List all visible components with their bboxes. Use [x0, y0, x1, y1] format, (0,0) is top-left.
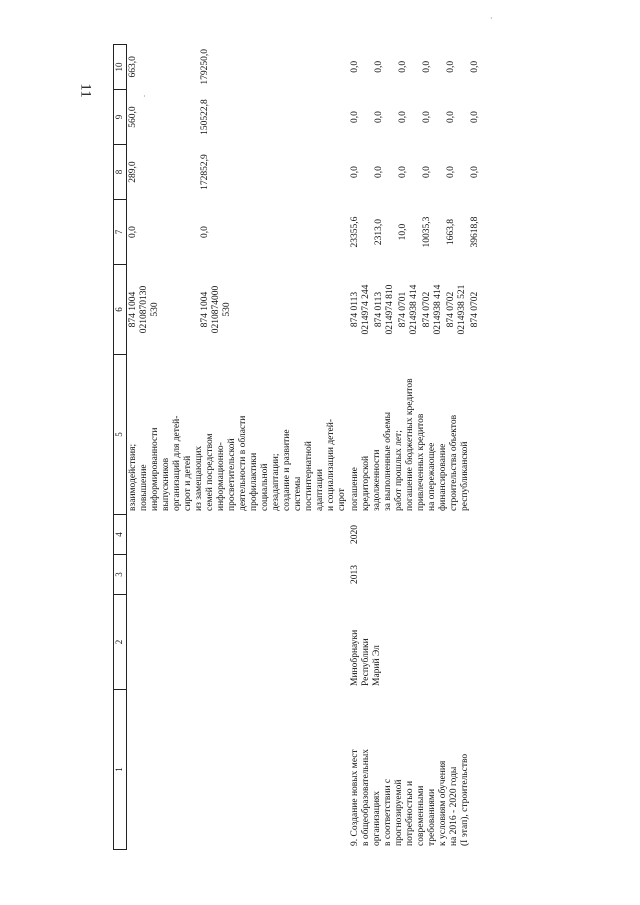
- value-col-7: 23355,6: [350, 216, 360, 248]
- value-col-8: 0,0: [446, 166, 456, 178]
- item-9-start-year: 2013: [350, 565, 360, 584]
- item-9-row: [349, 45, 373, 850]
- item-9-end-year: 2020: [350, 525, 360, 544]
- header-col-7: 7: [114, 200, 127, 265]
- header-col-8: 8: [114, 145, 127, 200]
- header-col-3: 3: [114, 555, 127, 595]
- header-col-1: 1: [114, 690, 127, 850]
- item-9-title: 9. Создание новых мест в общеобразовательных организациях в соответствии с прогнозируемой потребностью и современными требованиями к условиям обучения на 2016 - 2020 годы (I этап), строительство: [350, 749, 470, 846]
- header-col-10: 10: [114, 45, 127, 90]
- continuation-row: [127, 45, 200, 850]
- value-col-7: 2313,0: [374, 218, 384, 246]
- item-9-description: погашение кредиторской задолженности за выполненные объемы работ прошлых лет; погашение бюджетных кредитов привлеченных кредитов на опережающее финансирование строительства объектов республиканской: [350, 378, 470, 511]
- budget-code: 874 0701 0214938 414: [398, 284, 419, 335]
- value-col-10: 0,0: [374, 60, 384, 73]
- budget-code: 874 0702 0214938 414: [422, 284, 443, 335]
- value-col-9: 0,0: [374, 111, 384, 123]
- value-col-9: 0,0: [470, 111, 480, 123]
- value-col-10: 0,0: [422, 60, 432, 73]
- budget-code: 874 1004 0210870130 530: [128, 285, 160, 334]
- value-col-9: 0,0: [446, 111, 456, 123]
- header-col-2: 2: [114, 595, 127, 690]
- value-col-8: 0,0: [422, 166, 432, 178]
- value-col-10: 179250,0: [200, 48, 210, 85]
- item-9-executor: Минобрнауки Республики Марий Эл: [350, 629, 382, 686]
- value-col-7: 10035,3: [422, 216, 432, 248]
- scan-speck: ·: [490, 14, 493, 23]
- value-col-7: 0,0: [128, 226, 138, 238]
- value-col-10: 0,0: [398, 60, 408, 73]
- budget-code: 874 0702 0214938 521: [446, 284, 467, 335]
- budget-code: 874 0702: [470, 291, 480, 328]
- value-col-8: 289,0: [128, 161, 138, 183]
- value-col-7: 10,0: [398, 223, 408, 241]
- value-col-7: 1663,8: [446, 218, 456, 246]
- value-col-8: 0,0: [374, 166, 384, 178]
- header-col-4: 4: [114, 515, 127, 555]
- value-col-9: 560,0: [128, 106, 138, 128]
- value-col-7: 39618,8: [470, 216, 480, 248]
- program-table: [113, 44, 482, 850]
- budget-code: 874 0113 0214974 244: [350, 284, 371, 335]
- rotated-table-page: [113, 45, 628, 850]
- header-row: [114, 45, 127, 850]
- header-col-5: 5: [114, 355, 127, 515]
- value-col-9: 150522,8: [200, 99, 210, 135]
- value-col-10: 0,0: [350, 60, 360, 73]
- value-col-9: 0,0: [398, 111, 408, 123]
- budget-code: 874 1004 0210874000 530: [200, 285, 232, 334]
- value-col-8: 0,0: [470, 166, 480, 178]
- value-col-8: 172852,9: [200, 154, 210, 190]
- scan-speck: ·: [143, 92, 146, 101]
- value-col-9: 0,0: [350, 111, 360, 123]
- header-col-9: 9: [114, 90, 127, 145]
- value-col-9: 0,0: [422, 111, 432, 123]
- page-number: 11: [77, 83, 94, 98]
- header-col-6: 6: [114, 265, 127, 355]
- continuation-description: взаимодействия; повышение информированности выпускников организаций для детей- сирот и детей из замещающих семей посредством информационно- просветительской деятельности в области профилактики социальной дезадаптации; создание и развитие системы постинтернатной адаптации и социализации детей- сирот: [128, 415, 347, 511]
- value-col-7: 0,0: [200, 226, 210, 238]
- value-col-8: 0,0: [350, 166, 360, 178]
- value-col-10: 0,0: [446, 60, 456, 73]
- budget-code: 874 0113 0214974 810: [374, 284, 395, 335]
- value-col-10: 0,0: [470, 60, 480, 73]
- value-col-10: 663,0: [128, 56, 138, 78]
- value-col-8: 0,0: [398, 166, 408, 178]
